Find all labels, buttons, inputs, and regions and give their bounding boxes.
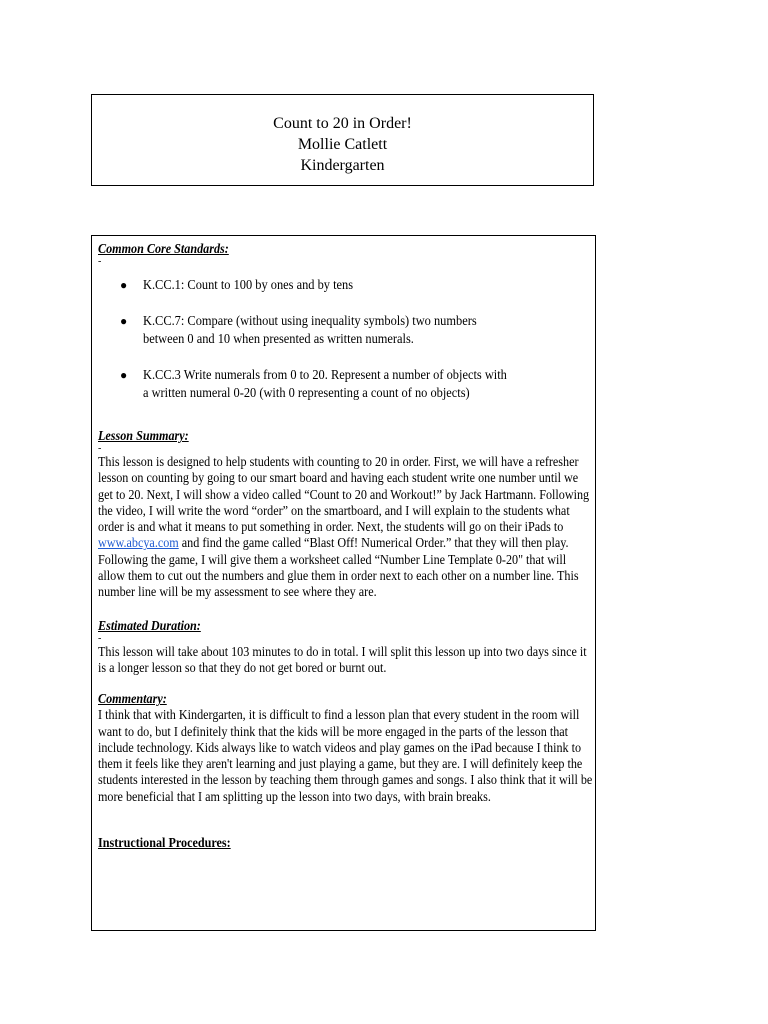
empty-paragraph-marker: -: [98, 443, 102, 454]
list-item: [98, 312, 589, 348]
empty-paragraph-marker: -: [98, 256, 102, 267]
empty-paragraph-marker: -: [98, 632, 102, 644]
standard-line: K.CC.7: Compare (without using inequality symbols) two numbers: [143, 313, 477, 328]
summary-text-part: This lesson is designed to help students with counting to 20 in order. First, we will have a refresher lesson on counting by going to our smart board and having each student write one number until we get to 20. Next, I will show a video called “Count to 20 and Workout!” by Jack Hartmann. Following the video, I will write the word “order” on the smartboard, and I will explain to the students what order is and what it means to put something in order. Next, the students will go on their iPads to: [98, 454, 590, 535]
standard-line: K.CC.1: Count to 100 by ones and by tens: [143, 277, 354, 292]
title-box: [91, 94, 594, 186]
standards-list: [98, 276, 589, 402]
grade-level: Kindergarten: [300, 157, 385, 174]
commentary-paragraph: I think that with Kindergarten, it is difficult to find a lesson plan that every student in the room will want to do, but I definitely think that the kids will be more engaged in the parts of the lesson that include technology. Kids always like to watch videos and play games on the iPad because I think to them it feels like they aren't learning and just playing a game, but they are. I will definitely keep the students interested in the lesson by teaching them through games and songs. I also think that it will be more beneficial that I am splitting up the lesson into two days, with brain breaks.: [98, 707, 593, 804]
commentary-heading: Commentary:: [98, 691, 167, 707]
bullet-icon: ●: [120, 278, 128, 292]
procedures-heading: Instructional Procedures:: [98, 835, 231, 851]
list-item: [98, 366, 589, 402]
standard-line: K.CC.3 Write numerals from 0 to 20. Represent a number of objects with: [143, 367, 507, 382]
bullet-icon: ●: [120, 368, 128, 382]
abcya-link[interactable]: www.abcya.com: [98, 535, 179, 551]
author-name: Mollie Catlett: [297, 136, 388, 153]
bullet-icon: ●: [120, 314, 128, 328]
summary-heading: Lesson Summary:: [98, 428, 189, 443]
lesson-title: Count to 20 in Order!: [273, 115, 412, 132]
standard-line: a written numeral 0-20 (with 0 representing a count of no objects): [143, 385, 470, 400]
duration-paragraph: This lesson will take about 103 minutes to do in total. I will split this lesson up into two days since it is a longer lesson so that they do not get bored or burnt out.: [98, 643, 587, 675]
standard-line: between 0 and 10 when presented as written numerals.: [143, 331, 414, 346]
standards-heading: Common Core Standards:: [98, 241, 229, 256]
list-item: [98, 276, 589, 294]
duration-heading: Estimated Duration:: [98, 617, 201, 633]
summary-paragraph: [98, 454, 595, 601]
summary-text-part: and find the game called “Blast Off! Numerical Order.” that they will then play. Following the game, I will give them a worksheet called “Number Line Template 0-20" that will allow them to cut out the numbers and glue them in order next to each other on a number line. This number line will be my assessment to see where they are.: [98, 535, 579, 600]
lesson-content-box: [91, 235, 596, 931]
